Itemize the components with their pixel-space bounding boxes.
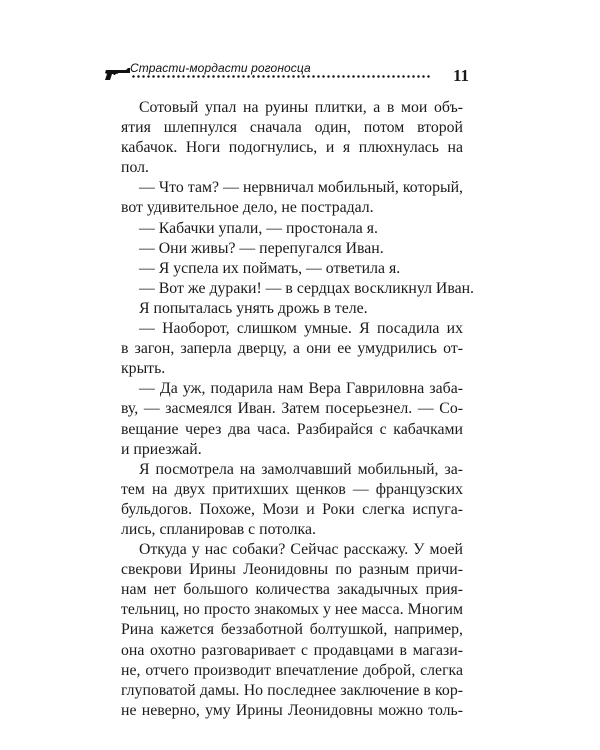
text-line: пол. [121,159,149,177]
text-line: и приезжай. [121,440,202,458]
text-line: — Они живы? — перепугался Иван. [139,239,384,257]
text-line: Сотовый упал на руины плитки, а в мои объ- [139,99,463,116]
text-line: — Да уж, подарила нам Вера Гавриловна заба- [139,380,463,398]
text-line: ву, — засмеялся Иван. Затем посерьезнел. — Со- [121,400,463,418]
text-line: ятия шлепнулся сначала один, потом второй [121,119,463,137]
body-text [121,98,474,721]
text-line: она охотно разговаривает с продавцами в магази- [121,641,463,659]
page-number: 11 [452,66,469,85]
revolver-icon [104,67,132,81]
text-line: не, отчего производит впечатление доброй, слегка [121,661,463,679]
text-line: — Что там? — нервничал мобильный, который, [139,179,463,197]
text-line: вещание через два часа. Разбирайся с кабачками [121,420,463,438]
text-line: бульдогов. Похоже, Мози и Роки слегка испуга- [121,500,463,518]
text-line: лись, спланировав с потолка. [121,520,316,538]
text-line: свекрови Ирины Леонидовны по разным причи- [121,561,463,579]
text-line: тем на двух притихших щенков — французских [121,480,463,498]
text-line: — Наоборот, слишком умные. Я посадила их [139,320,463,338]
text-line: кабачок. Ноги подогнулись, и я плюхнулась на [121,139,463,157]
text-line: вот удивительное дело, не пострадал. [121,199,374,217]
text-line: Рина кажется беззаботной болтушкой, например, [121,621,463,639]
text-line: нам нет большого количества закадычных прия- [121,581,463,599]
text-line: глуповатой дамы. Но последнее заключение в кор- [121,681,463,699]
running-title: Страсти-мордасти рогоносца [130,61,311,75]
text-line: Я посмотрела на замолчавший мобильный, за- [139,460,463,478]
text-line: — Вот же дураки! — в сердцах воскликнул Иван. [139,279,474,297]
text-line: тельниц, но просто знакомых у нее масса. Многим [121,601,463,619]
text-line: не неверно, уму Ирины Леонидовны можно толь- [121,701,463,719]
text-line: в загон, заперла дверцу, а они ее умудрились от- [121,340,463,358]
text-line: — Я успела их поймать, — ответила я. [139,259,401,277]
text-line: Я попыталась унять дрожь в теле. [139,299,368,317]
text-line: Откуда у нас собаки? Сейчас расскажу. У моей [139,541,463,559]
text-line: крыть. [121,360,166,378]
page-header [104,58,469,98]
header-dotted-rule [131,75,431,78]
text-line: — Кабачки упали, — простонала я. [139,219,378,237]
